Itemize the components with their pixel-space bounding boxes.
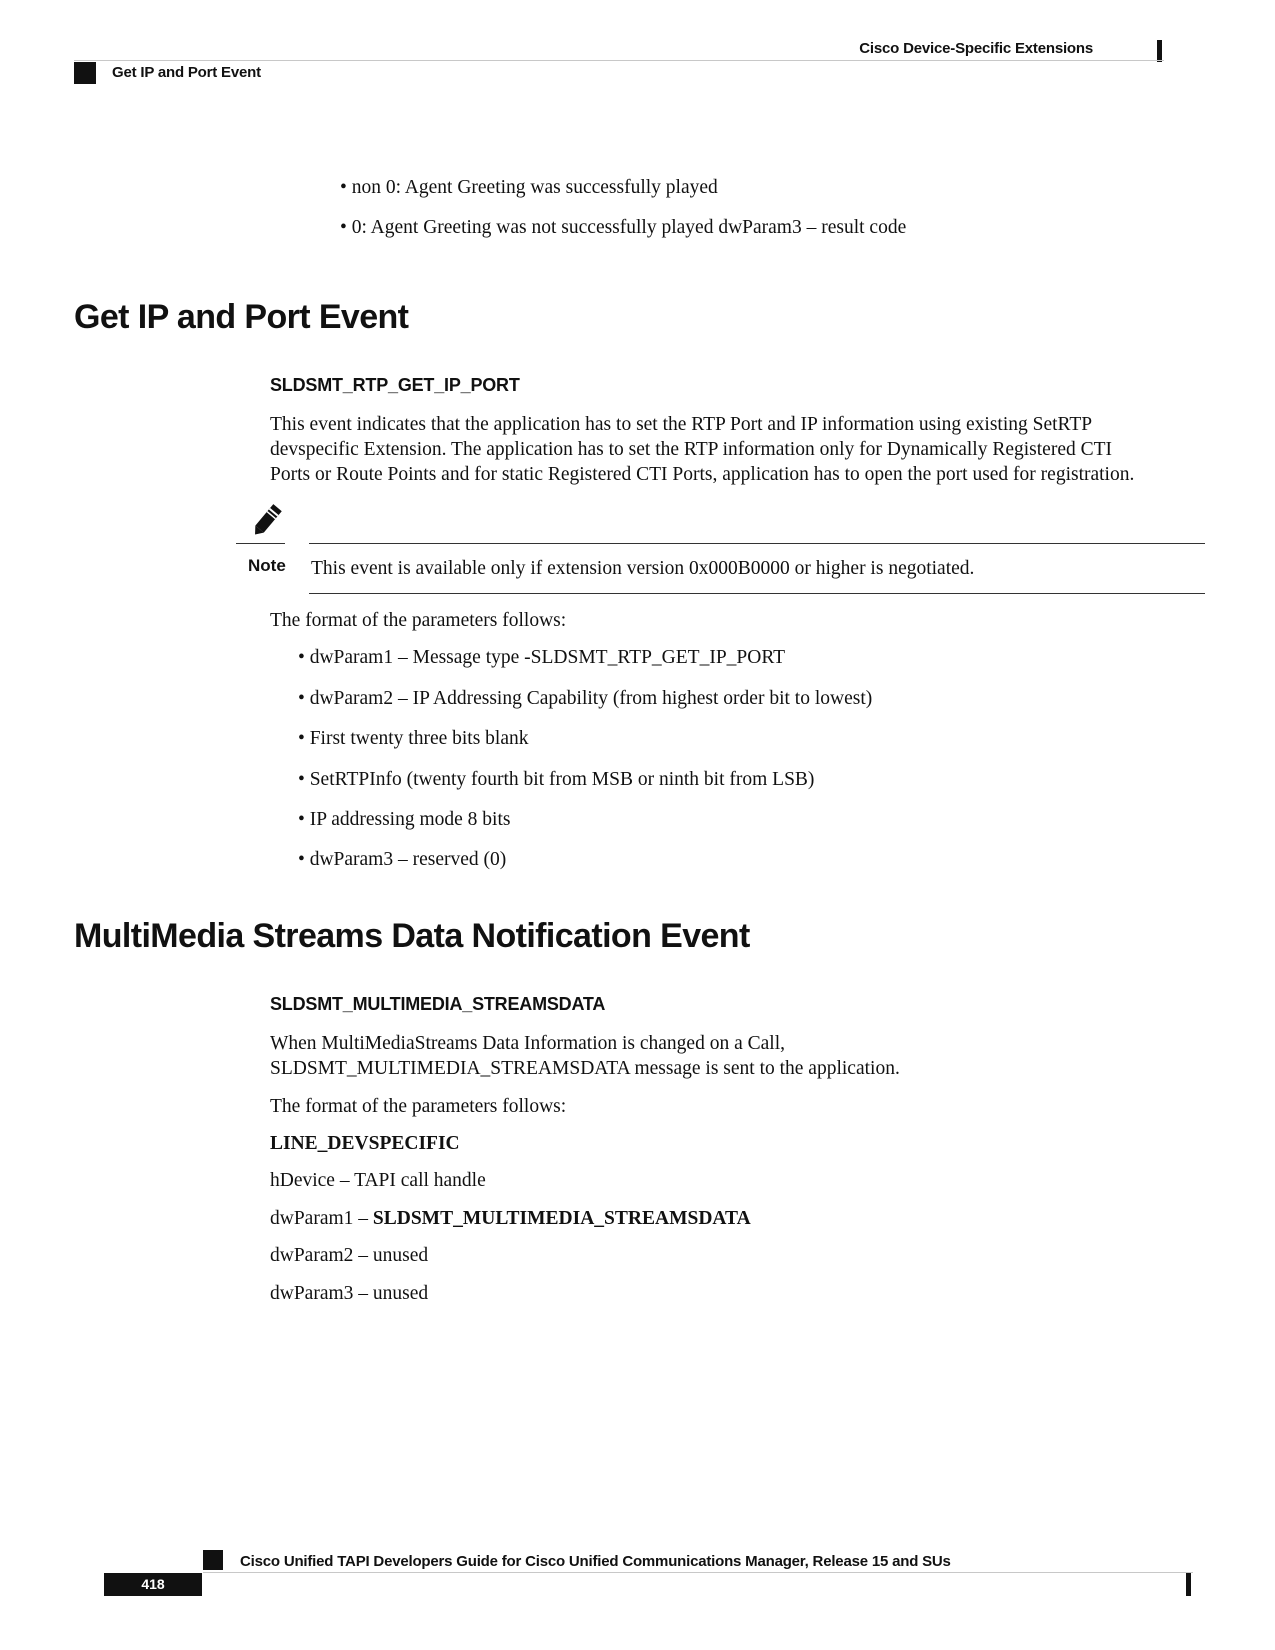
footer-rule <box>203 1572 1193 1573</box>
dwparam3-param: dwParam3 – unused <box>270 1283 429 1304</box>
pencil-note-icon <box>247 502 287 540</box>
section1-bullet: • dwParam1 – Message type -SLDSMT_RTP_GET_IP_PORT <box>298 647 786 668</box>
paragraph-line: devspecific Extension. The application has to set the RTP information only for Dynamically Registered CTI <box>270 439 1113 460</box>
intro-bullet-1: • non 0: Agent Greeting was successfully played <box>340 177 718 198</box>
subsection-title-multimedia-streamsdata: SLDSMT_MULTIMEDIA_STREAMSDATA <box>270 994 606 1014</box>
note-label: Note <box>248 556 286 575</box>
note-text: This event is available only if extension version 0x000B0000 or higher is negotiated. <box>311 558 975 579</box>
bullet-text: IP addressing mode 8 bits <box>309 809 511 830</box>
intro-bullet-2: • 0: Agent Greeting was not successfully played dwParam3 – result code <box>340 217 907 238</box>
section2-format-intro: The format of the parameters follows: <box>270 1096 567 1117</box>
paragraph-line: This event indicates that the application has to set the RTP Port and IP information using existing SetRTP <box>270 414 1093 435</box>
subsection-title-rtp-get-ip-port: SLDSMT_RTP_GET_IP_PORT <box>270 375 520 395</box>
footer-marker <box>203 1550 223 1570</box>
dwparam1-value: SLDSMT_MULTIMEDIA_STREAMSDATA <box>372 1208 751 1229</box>
header-right-marker <box>1157 40 1162 62</box>
section1-bullet: • dwParam2 – IP Addressing Capability (from highest order bit to lowest) <box>298 688 873 709</box>
section-title-get-ip-port: Get IP and Port Event <box>74 298 409 336</box>
footer-right-marker <box>1186 1573 1191 1596</box>
section1-format-intro: The format of the parameters follows: <box>270 610 567 631</box>
dwparam1-param <box>270 1206 751 1231</box>
intro-bullet-text: 0: Agent Greeting was not successfully played dwParam3 – result code <box>351 217 907 238</box>
paragraph-line: When MultiMediaStreams Data Information is changed on a Call, <box>270 1033 785 1054</box>
section1-bullet: • SetRTPInfo (twenty fourth bit from MSB or ninth bit from LSB) <box>298 769 815 790</box>
section1-paragraph <box>270 412 1210 487</box>
bullet-text: dwParam1 – Message type -SLDSMT_RTP_GET_IP_PORT <box>309 647 786 668</box>
line-devspecific-label: LINE_DEVSPECIFIC <box>270 1133 460 1154</box>
page-number: 418 <box>104 1573 202 1596</box>
header-left-marker <box>74 62 96 84</box>
note-rule-top <box>309 543 1205 544</box>
section1-bullet: • IP addressing mode 8 bits <box>298 809 511 830</box>
hdevice-param: hDevice – TAPI call handle <box>270 1170 486 1191</box>
dwparam2-param: dwParam2 – unused <box>270 1245 429 1266</box>
intro-bullet-text: non 0: Agent Greeting was successfully played <box>351 177 718 198</box>
header-rule <box>74 60 1164 61</box>
header-chapter-title: Cisco Device-Specific Extensions <box>859 40 1093 57</box>
bullet-text: dwParam2 – IP Addressing Capability (from highest order bit to lowest) <box>309 688 873 709</box>
paragraph-line: SLDSMT_MULTIMEDIA_STREAMSDATA message is sent to the application. <box>270 1058 900 1079</box>
note-rule-left <box>236 543 285 544</box>
note-rule-bottom <box>309 593 1205 594</box>
bullet-text: dwParam3 – reserved (0) <box>309 849 507 870</box>
paragraph-line: Ports or Route Points and for static Registered CTI Ports, application has to open the port used for registration. <box>270 464 1135 485</box>
header-section-title: Get IP and Port Event <box>112 64 261 81</box>
section-title-multimedia-streams: MultiMedia Streams Data Notification Event <box>74 917 750 955</box>
bullet-text: First twenty three bits blank <box>309 728 529 749</box>
bullet-text: SetRTPInfo (twenty fourth bit from MSB or ninth bit from LSB) <box>309 769 815 790</box>
section1-bullet: • First twenty three bits blank <box>298 728 529 749</box>
section2-paragraph <box>270 1031 900 1081</box>
dwparam1-prefix: dwParam1 – <box>270 1208 373 1229</box>
footer-book-title: Cisco Unified TAPI Developers Guide for Cisco Unified Communications Manager, Release 15 and SUs <box>240 1553 951 1570</box>
section1-bullet: • dwParam3 – reserved (0) <box>298 849 507 870</box>
